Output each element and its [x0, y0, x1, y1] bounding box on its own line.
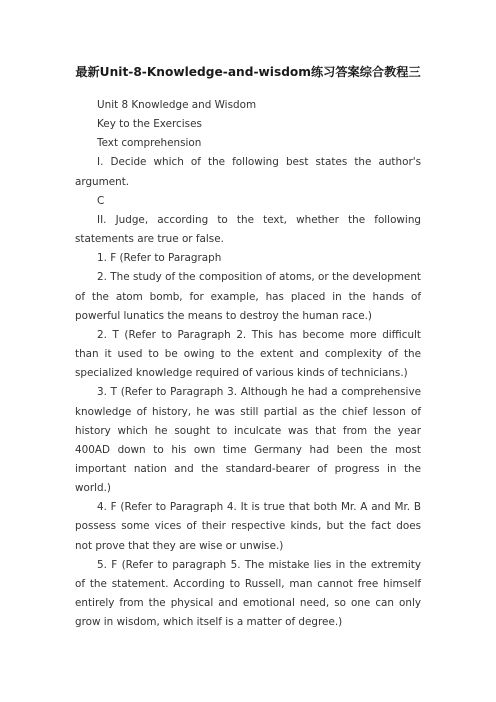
question-2: II. Judge, according to the text, whether the following statements are true or false.: [75, 213, 421, 246]
answer-item-4: 4. F (Refer to Paragraph 4. It is true that both Mr. A and Mr. B possess some vices of their respective kinds, but the fact does not prove that they are wise or unwise.): [75, 501, 421, 552]
unit-heading: Unit 8 Knowledge and Wisdom: [97, 99, 257, 111]
document-body: [75, 96, 421, 632]
answer-item-continuation: 2. The study of the composition of atoms, or the development of the atom bomb, for example, has placed in the hands of powerful lunatics the means to destroy the human race.): [75, 271, 421, 322]
answer-item-1: 1. F (Refer to Paragraph: [97, 252, 222, 265]
answer-item-5: 5. F (Refer to paragraph 5. The mistake lies in the extremity of the statement. According to Russell, man cannot free himself entirely from the physical and emotional need, so one can only grow in wisdom, which itself is a matter of degree.): [75, 558, 421, 629]
answer-1: C: [97, 194, 105, 207]
section-heading: Text comprehension: [97, 137, 202, 150]
answer-item-2: 2. T (Refer to Paragraph 2. This has become more difficult than it used to be owing to the extent and complexity of the specialized knowledge required of various kinds of technicians.): [75, 328, 421, 380]
document-title: 最新Unit-8-Knowledge-and-wisdom练习答案综合教程三: [75, 65, 421, 79]
question-1: I. Decide which of the following best states the author's argument.: [75, 156, 421, 188]
answer-item-3: 3. T (Refer to Paragraph 3. Although he had a comprehensive knowledge of history, he was still partial as the chief lesson of history which he sought to inculcate was that from the year 400AD down to his own time Germany had been the most important nation and the standard-bearer of progress in the world.): [75, 386, 421, 495]
key-heading: Key to the Exercises: [97, 118, 202, 131]
